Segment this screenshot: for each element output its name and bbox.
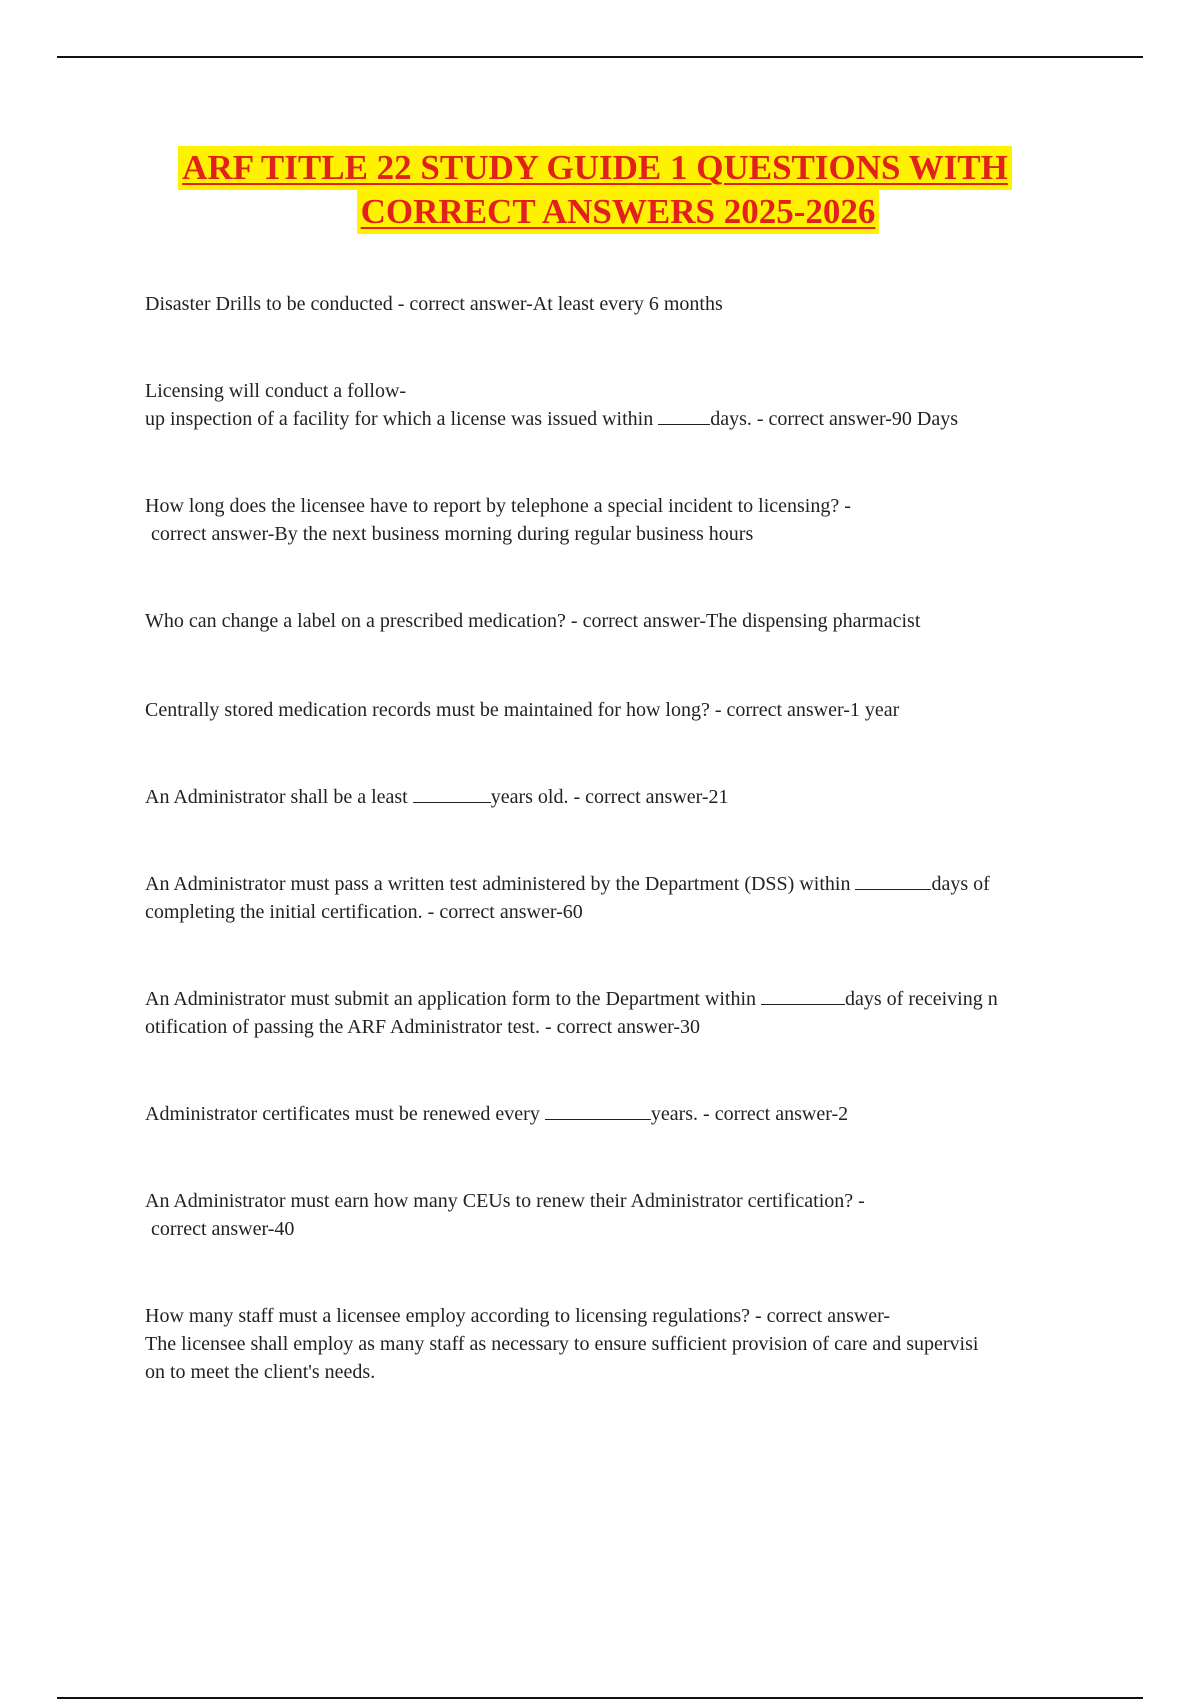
qa-text-before-blank: Administrator certificates must be renewed every (145, 1103, 545, 1125)
answer-blank (545, 1101, 651, 1120)
document-title (0, 146, 1200, 234)
qa-text: Disaster Drills to be conducted - correct answer-At least every 6 months (145, 293, 723, 315)
qa-text-before-blank: An Administrator must submit an application form to the Department within (145, 988, 762, 1010)
qa-item-1 (145, 290, 1145, 318)
qa-text-before-blank: An Administrator must pass a written test administered by the Department (DSS) within (145, 873, 856, 895)
qa-text-before-blank: An Administrator shall be a least (145, 786, 413, 808)
qa-item-8 (145, 985, 1145, 1041)
qa-text: How long does the licensee have to report by telephone a special incident to licensing? - (145, 495, 851, 517)
qa-item-3 (145, 492, 1145, 548)
qa-text: The licensee shall employ as many staff as necessary to ensure sufficient provision of care and supervisi (145, 1333, 979, 1355)
qa-text: otification of passing the ARF Administrator test. - correct answer-30 (145, 1016, 701, 1038)
qa-text-after-blank: days of (931, 873, 990, 895)
qa-text: Who can change a label on a prescribed medication? - correct answer-The dispensing pharmacist (145, 610, 921, 632)
title-line-1: ARF TITLE 22 STUDY GUIDE 1 QUESTIONS WITH (178, 146, 1012, 190)
qa-text: Centrally stored medication records must be maintained for how long? - correct answer-1 year (145, 699, 900, 721)
title-line-2: CORRECT ANSWERS 2025-2026 (357, 190, 880, 234)
qa-item-4 (145, 607, 1145, 635)
qa-text: correct answer-By the next business morning during regular business hours (151, 523, 754, 545)
qa-text: correct answer-40 (151, 1218, 295, 1240)
bottom-rule (57, 1697, 1143, 1699)
qa-text: completing the initial certification. - correct answer-60 (145, 901, 583, 923)
qa-text: How many staff must a licensee employ according to licensing regulations? - correct answer- (145, 1305, 891, 1327)
qa-text-after-blank: days. - correct answer-90 Days (710, 408, 959, 430)
qa-text-after-blank: days of receiving n (845, 988, 998, 1010)
qa-text-line (145, 985, 1145, 1013)
top-rule (57, 56, 1143, 58)
qa-text-after-blank: years old. - correct answer-21 (490, 786, 729, 808)
qa-text: on to meet the client's needs. (145, 1361, 376, 1383)
qa-item-5 (145, 696, 1145, 724)
answer-blank (658, 406, 710, 425)
qa-item-9 (145, 1100, 1145, 1128)
answer-blank (413, 784, 491, 803)
qa-item-11 (145, 1302, 1145, 1386)
qa-text-line (145, 405, 1145, 433)
qa-text-line (145, 870, 1145, 898)
qa-item-7 (145, 870, 1145, 926)
qa-text-line (145, 1100, 1145, 1128)
qa-item-10 (145, 1187, 1145, 1243)
qa-item-2 (145, 377, 1145, 433)
qa-text-before-blank: up inspection of a facility for which a license was issued within (145, 408, 659, 430)
qa-item-6 (145, 783, 1145, 811)
qa-text: An Administrator must earn how many CEUs to renew their Administrator certification? - (145, 1190, 865, 1212)
qa-text-after-blank: years. - correct answer-2 (650, 1103, 849, 1125)
answer-blank (855, 871, 931, 890)
answer-blank (761, 986, 845, 1005)
qa-text-line (145, 783, 1145, 811)
qa-text: Licensing will conduct a follow- (145, 380, 407, 402)
